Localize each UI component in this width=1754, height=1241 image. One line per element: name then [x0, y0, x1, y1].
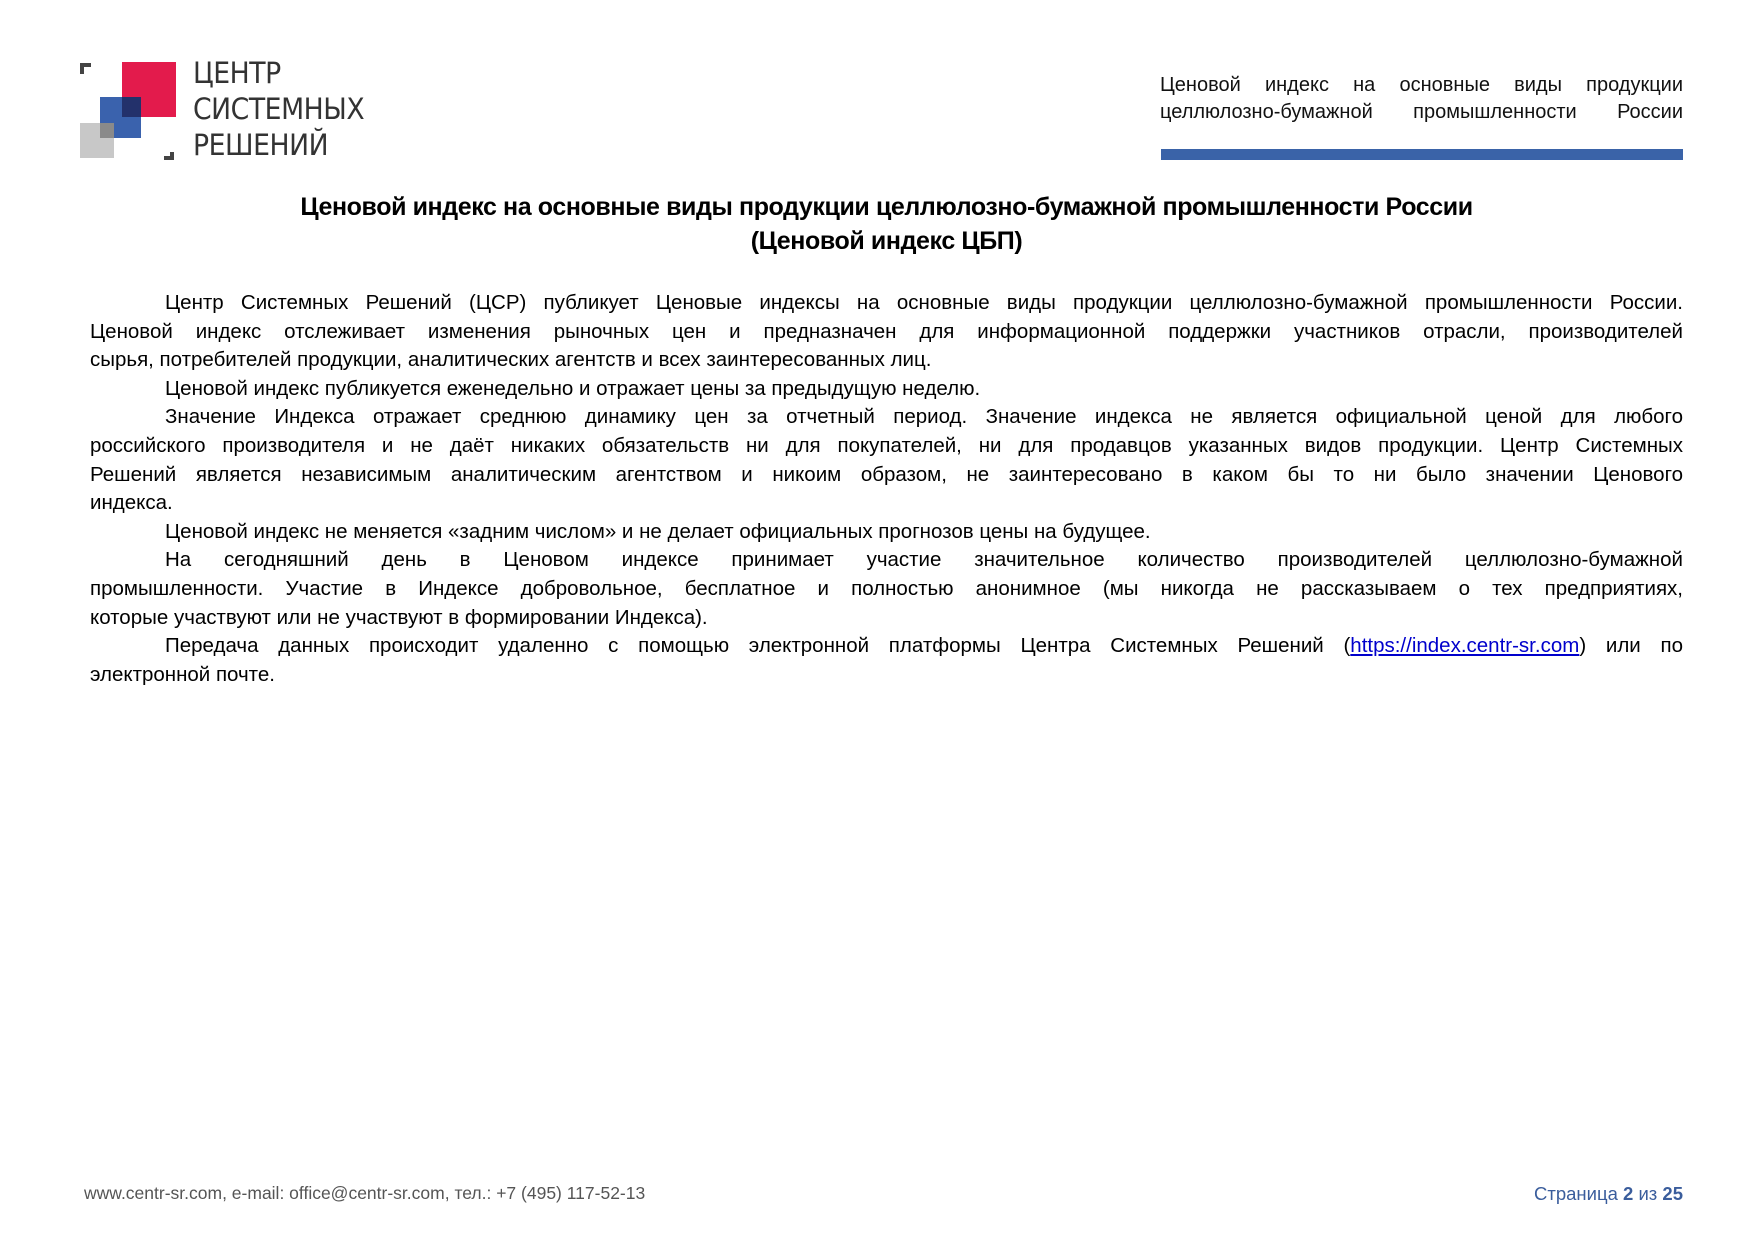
document-title	[90, 190, 1683, 258]
paragraph-line: сырья, потребителей продукции, аналитических агентств и всех заинтересованных лиц.	[90, 348, 932, 372]
paragraph-line: Значение Индекса отражает среднюю динамику цен за отчетный период. Значение индекса не является официальной ценой для любого	[165, 405, 1683, 429]
page-number	[1534, 1183, 1683, 1205]
paragraph-line: Центр Системных Решений (ЦСР) публикует Ценовые индексы на основные виды продукции целлюлозно-бумажной промышленности России.	[165, 291, 1683, 314]
paragraph-line: которые участвуют или не участвуют в формировании Индекса).	[90, 605, 708, 629]
paragraph-line: электронной почте.	[90, 662, 275, 686]
logo-text	[193, 55, 377, 163]
logo-overlap-dark	[122, 97, 141, 117]
title-line-1: Ценовой индекс на основные виды продукции целлюлозно-бумажной промышленности России	[300, 193, 1473, 221]
title-line-2: (Ценовой индекс ЦБП)	[750, 227, 1023, 255]
paragraph-line: индекса.	[90, 491, 173, 515]
page-of: из	[1638, 1183, 1658, 1204]
page-total: 25	[1662, 1183, 1683, 1204]
paragraph-line: промышленности. Участие в Индексе добровольное, бесплатное и полностью анонимное (мы никогда не рассказываем о тех предприятиях,	[90, 576, 1683, 600]
body-text	[90, 289, 1683, 689]
running-header-line: целлюлозно-бумажной промышленности России	[1160, 101, 1683, 123]
paragraph-line: Ценовой индекс публикуется еженедельно и отражает цены за предыдущую неделю.	[165, 376, 981, 400]
paragraph-line: Ценовой индекс не меняется «задним числом» и не делает официальных прогнозов цены на будущее.	[165, 519, 1151, 543]
paragraph-line	[90, 632, 1683, 661]
logo-mark-icon	[78, 58, 188, 168]
paragraph-line: Решений является независимым аналитическим агентством и никоим образом, не заинтересовано в каком бы то ни было значении Ценового	[90, 462, 1683, 486]
page-label: Страница	[1534, 1183, 1618, 1204]
page-current: 2	[1623, 1183, 1634, 1204]
logo-corner-bottom-right	[164, 152, 174, 160]
header-accent-bar	[1161, 149, 1683, 160]
logo-corner-top-left	[80, 63, 91, 74]
index-platform-link[interactable]: https://index.centr-sr.com	[1350, 634, 1580, 658]
paragraph-line: На сегодняшний день в Ценовом индексе принимает участие значительное количество производителей целлюлозно-бумажной	[165, 548, 1683, 572]
running-header-line: Ценовой индекс на основные виды продукции	[1160, 74, 1683, 96]
footer-contacts: www.centr-sr.com, e-mail: office@centr-sr.com, тел.: +7 (495) 117-52-13	[84, 1183, 646, 1203]
logo-line: РЕШЕНИЙ	[193, 128, 329, 162]
paragraph-line: российского производителя и не даёт никаких обязательств ни для покупателей, ни для продавцов указанных видов продукции. Центр Системных	[90, 433, 1683, 457]
logo-line: СИСТЕМНЫХ	[193, 92, 365, 126]
logo-overlap-gray	[100, 123, 114, 138]
paragraph-text: Передача данных происходит удаленно с помощью электронной платформы Центра Системных Решений (	[165, 634, 1351, 658]
running-header	[1160, 72, 1683, 126]
paragraph-line: Ценовой индекс отслеживает изменения рыночных цен и предназначен для информационной поддержки участников отрасли, производителей	[90, 319, 1683, 343]
paragraph-text: ) или по	[1579, 634, 1683, 658]
logo-line: ЦЕНТР	[193, 56, 281, 90]
